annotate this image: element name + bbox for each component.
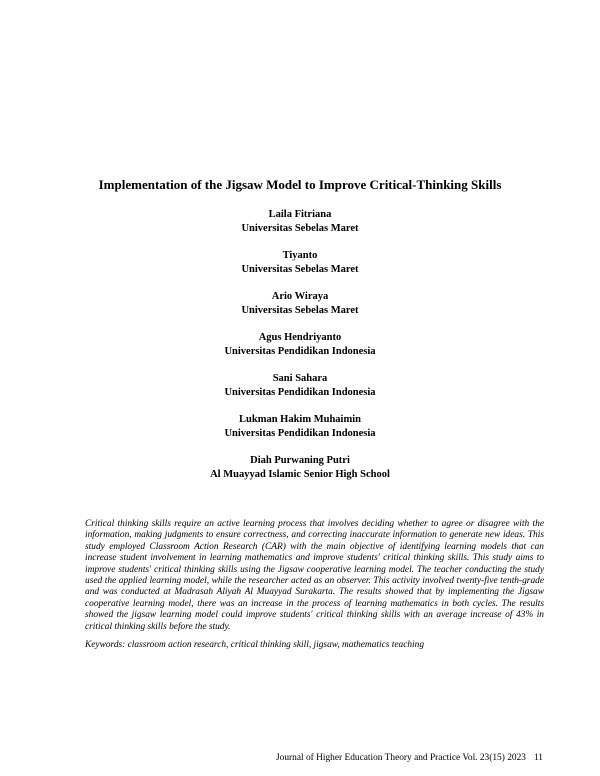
author-block [0, 372, 600, 400]
author-name: Diah Purwaning Putri [250, 455, 350, 466]
author-affiliation: Universitas Pendidikan Indonesia [224, 387, 376, 398]
author-block [0, 249, 600, 277]
abstract-text: Critical thinking skills require an active learning process that involves deciding whether to agree or disagree with the information, making judgments to ensure correctness, and correcting inaccurate information to generate new ideas. This study employed Classroom Action Research (CAR) with the main objective of identifying learning models that can increase student involvement in learning mathematics and improve students' critical thinking skills. This study aims to improve students' critical thinking skills using the Jigsaw cooperative learning model. The teacher conducting the study used the applied learning model, while the researcher acted as an observer. This activity involved twenty-five tenth-grade and was conducted at Madrasah Aliyah Al Muayyad Surakarta. The results showed that by implementing the Jigsaw cooperative learning model, there was an increase in the process of learning mathematics in both cycles. The results showed the jigsaw learning model could improve students' critical thinking skills with an average increase of 43% in critical thinking skills before the study. [85, 519, 544, 632]
author-name: Agus Hendriyanto [258, 332, 342, 343]
author-name: Sani Sahara [272, 373, 328, 384]
author-name: Ario Wiraya [271, 291, 329, 302]
author-block [0, 454, 600, 482]
author-affiliation: Universitas Pendidikan Indonesia [224, 346, 376, 357]
author-name: Tiyanto [282, 250, 318, 261]
author-affiliation: Universitas Sebelas Maret [241, 223, 359, 234]
paper-title: Implementation of the Jigsaw Model to Improve Critical-Thinking Skills [98, 177, 502, 192]
author-affiliation: Al Muayyad Islamic Senior High School [210, 469, 390, 480]
page-footer [276, 752, 543, 764]
author-affiliation: Universitas Pendidikan Indonesia [224, 428, 376, 439]
author-name: Laila Fitriana [268, 209, 332, 220]
author-name: Lukman Hakim Muhaimin [239, 414, 361, 425]
journal-citation: Journal of Higher Education Theory and Practice Vol. 23(15) 2023 [276, 753, 526, 763]
author-block [0, 208, 600, 236]
author-block [0, 413, 600, 441]
author-affiliation: Universitas Sebelas Maret [241, 305, 359, 316]
author-block [0, 290, 600, 318]
author-affiliation: Universitas Sebelas Maret [241, 264, 359, 275]
author-list [0, 208, 600, 495]
keywords-text: Keywords: classroom action research, critical thinking skill, jigsaw, mathematics teaching [85, 640, 425, 650]
page-number: 11 [533, 753, 543, 763]
author-block [0, 331, 600, 359]
